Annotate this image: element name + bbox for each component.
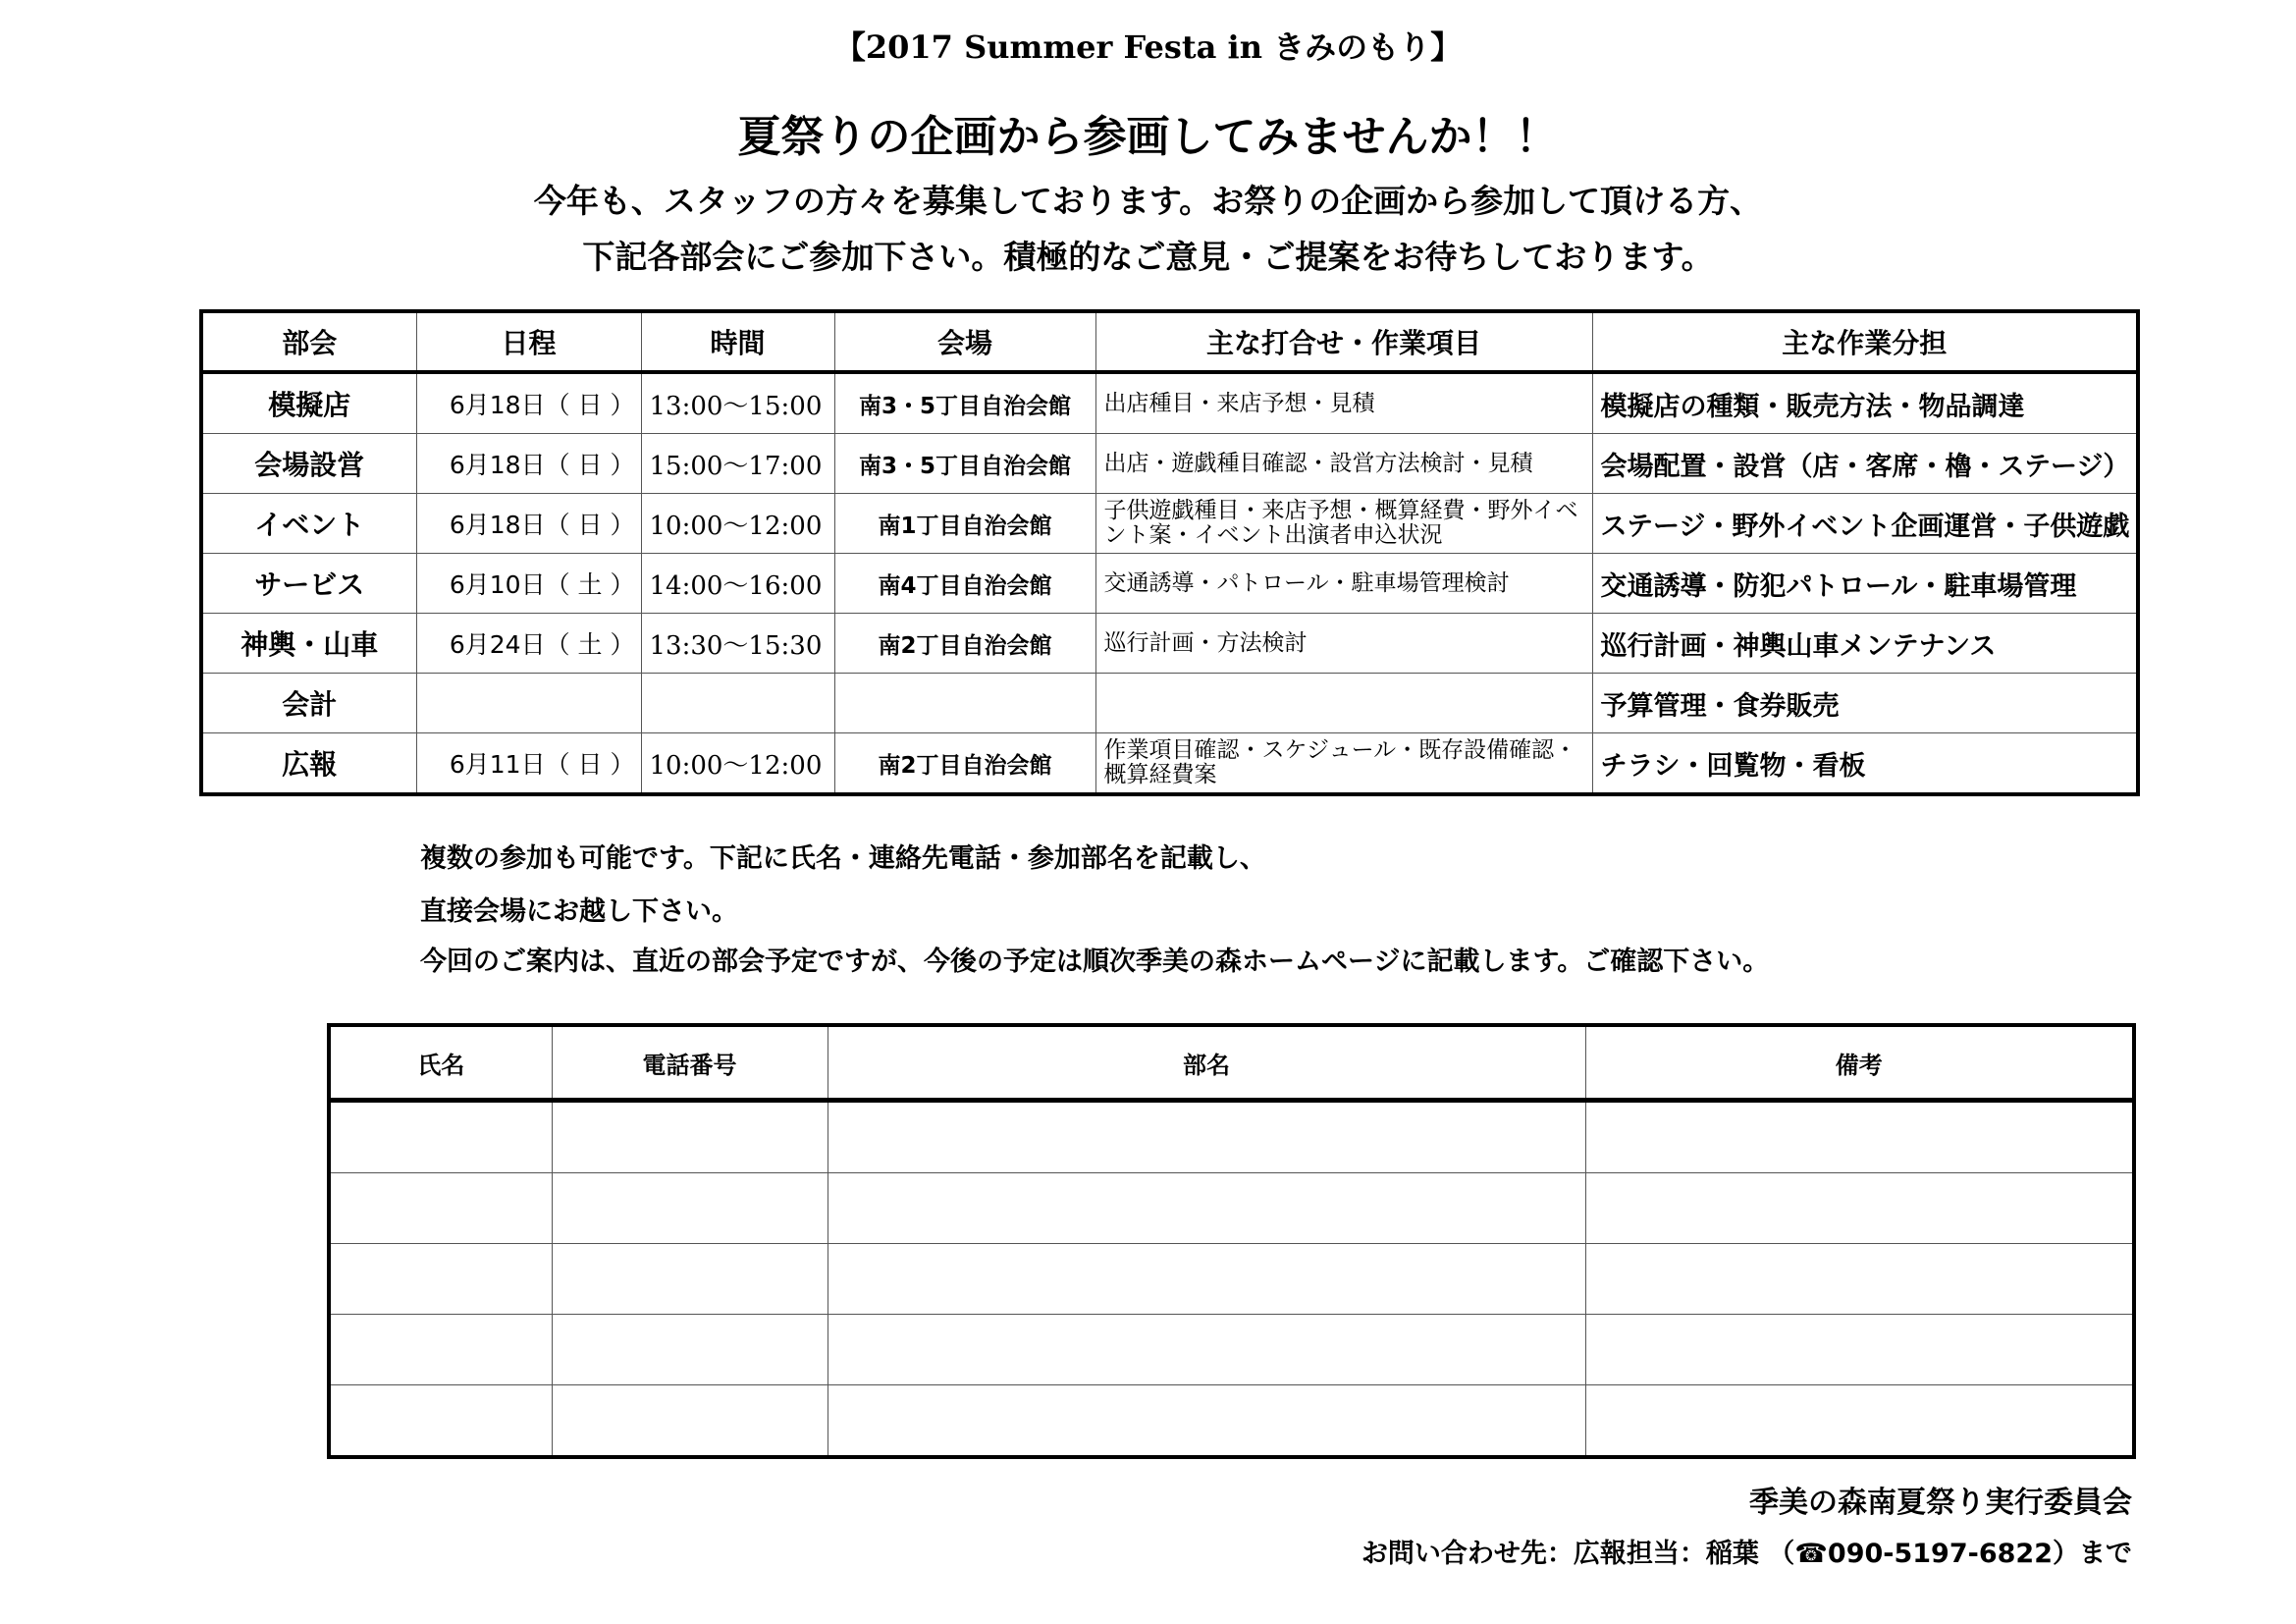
- tasks-cell: 出店種目・来店予想・見積: [1095, 372, 1592, 434]
- roles-cell: ステージ・野外イベント企画運営・子供遊戯: [1592, 494, 2138, 554]
- remarks-entry-cell[interactable]: [1585, 1244, 2134, 1315]
- remarks-entry-cell[interactable]: [1585, 1385, 2134, 1458]
- time-cell: 13:30～15:30: [641, 614, 834, 674]
- time-cell: 13:00～15:00: [641, 372, 834, 434]
- name-entry-cell[interactable]: [329, 1244, 552, 1315]
- form-row: [329, 1244, 2134, 1315]
- contact-info: お問い合わせ先：広報担当：稲葉 （☎090-5197-6822）まで: [1361, 1539, 2132, 1569]
- note-line-2: 直接会場にお越し下さい。: [420, 896, 738, 927]
- remarks-entry-cell[interactable]: [1585, 1173, 2134, 1244]
- registration-form-table: [327, 1023, 2136, 1459]
- col-header-phone: 電話番号: [552, 1025, 828, 1101]
- tasks-cell: 出店・遊戯種目確認・設営方法検討・見積: [1095, 434, 1592, 494]
- table-row: [201, 434, 2138, 494]
- tasks-cell: [1095, 674, 1592, 733]
- bukai-cell: 会計: [201, 674, 416, 733]
- table-row: [201, 614, 2138, 674]
- form-row: [329, 1315, 2134, 1385]
- note-line-1: 複数の参加も可能です。下記に氏名・連絡先電話・参加部名を記載し、: [420, 843, 1266, 874]
- department-entry-cell[interactable]: [828, 1385, 1585, 1458]
- col-header-department: 部名: [828, 1025, 1585, 1101]
- phone-entry-cell[interactable]: [552, 1101, 828, 1173]
- table-row: [201, 554, 2138, 614]
- bukai-cell: 会場設営: [201, 434, 416, 494]
- venue-cell: 南3・5丁目自治会館: [834, 372, 1095, 434]
- phone-entry-cell[interactable]: [552, 1173, 828, 1244]
- lead-line-1: 今年も、スタッフの方々を募集しております。お祭りの企画から参加して頂ける方、: [533, 182, 1763, 220]
- col-header-venue: 会場: [834, 311, 1095, 372]
- phone-entry-cell[interactable]: [552, 1244, 828, 1315]
- form-row: [329, 1173, 2134, 1244]
- bukai-cell: 模擬店: [201, 372, 416, 434]
- name-entry-cell[interactable]: [329, 1315, 552, 1385]
- col-header-remarks: 備考: [1585, 1025, 2134, 1101]
- table-row: [201, 494, 2138, 554]
- date-cell: 6月24日（ 土 ）: [416, 614, 641, 674]
- bukai-cell: 神輿・山車: [201, 614, 416, 674]
- form-row: [329, 1385, 2134, 1458]
- venue-cell: 南3・5丁目自治会館: [834, 434, 1095, 494]
- col-header-roles: 主な作業分担: [1592, 311, 2138, 372]
- time-cell: [641, 674, 834, 733]
- remarks-entry-cell[interactable]: [1585, 1101, 2134, 1173]
- date-cell: 6月18日（ 日 ）: [416, 434, 641, 494]
- tasks-cell: 子供遊戯種目・来店予想・概算経費・野外イベント案・イベント出演者申込状況: [1095, 494, 1592, 554]
- roles-cell: チラシ・回覧物・看板: [1592, 733, 2138, 795]
- roles-cell: 交通誘導・防犯パトロール・駐車場管理: [1592, 554, 2138, 614]
- venue-cell: 南4丁目自治会館: [834, 554, 1095, 614]
- form-row: [329, 1101, 2134, 1173]
- organizer-name: 季美の森南夏祭り実行委員会: [1749, 1486, 2132, 1520]
- time-cell: 14:00～16:00: [641, 554, 834, 614]
- venue-cell: [834, 674, 1095, 733]
- department-entry-cell[interactable]: [828, 1173, 1585, 1244]
- time-cell: 10:00～12:00: [641, 733, 834, 795]
- time-cell: 10:00～12:00: [641, 494, 834, 554]
- phone-entry-cell[interactable]: [552, 1315, 828, 1385]
- date-cell: 6月18日（ 日 ）: [416, 372, 641, 434]
- table-row: [201, 674, 2138, 733]
- col-header-date: 日程: [416, 311, 641, 372]
- bukai-cell: イベント: [201, 494, 416, 554]
- date-cell: 6月10日（ 土 ）: [416, 554, 641, 614]
- roles-cell: 予算管理・食券販売: [1592, 674, 2138, 733]
- date-cell: 6月18日（ 日 ）: [416, 494, 641, 554]
- date-cell: 6月11日（ 日 ）: [416, 733, 641, 795]
- col-header-time: 時間: [641, 311, 834, 372]
- name-entry-cell[interactable]: [329, 1385, 552, 1458]
- department-entry-cell[interactable]: [828, 1244, 1585, 1315]
- schedule-header-row: [201, 311, 2138, 372]
- tasks-cell: 交通誘導・パトロール・駐車場管理検討: [1095, 554, 1592, 614]
- lead-line-2: 下記各部会にご参加下さい。積極的なご意見・ご提案をお待ちしております。: [582, 238, 1714, 276]
- headline: 夏祭りの企画から参画してみませんか！！: [737, 112, 1559, 162]
- venue-cell: 南2丁目自治会館: [834, 614, 1095, 674]
- schedule-table: [199, 309, 2140, 796]
- form-header-row: [329, 1025, 2134, 1101]
- time-cell: 15:00～17:00: [641, 434, 834, 494]
- name-entry-cell[interactable]: [329, 1101, 552, 1173]
- tasks-cell: 巡行計画・方法検討: [1095, 614, 1592, 674]
- col-header-tasks: 主な打合せ・作業項目: [1095, 311, 1592, 372]
- note-line-3: 今回のご案内は、直近の部会予定ですが、今後の予定は順次季美の森ホームページに記載します。ご確認下さい。: [420, 947, 1770, 977]
- table-row: [201, 733, 2138, 795]
- event-title: 【2017 Summer Festa in きみのもり】: [833, 28, 1463, 66]
- name-entry-cell[interactable]: [329, 1173, 552, 1244]
- department-entry-cell[interactable]: [828, 1315, 1585, 1385]
- bukai-cell: サービス: [201, 554, 416, 614]
- tasks-cell: 作業項目確認・スケジュール・既存設備確認・概算経費案: [1095, 733, 1592, 795]
- venue-cell: 南2丁目自治会館: [834, 733, 1095, 795]
- col-header-name: 氏名: [329, 1025, 552, 1101]
- table-row: [201, 372, 2138, 434]
- phone-entry-cell[interactable]: [552, 1385, 828, 1458]
- roles-cell: 模擬店の種類・販売方法・物品調達: [1592, 372, 2138, 434]
- roles-cell: 会場配置・設営（店・客席・櫓・ステージ）: [1592, 434, 2138, 494]
- col-header-bukai: 部会: [201, 311, 416, 372]
- date-cell: [416, 674, 641, 733]
- bukai-cell: 広報: [201, 733, 416, 795]
- roles-cell: 巡行計画・神輿山車メンテナンス: [1592, 614, 2138, 674]
- department-entry-cell[interactable]: [828, 1101, 1585, 1173]
- venue-cell: 南1丁目自治会館: [834, 494, 1095, 554]
- remarks-entry-cell[interactable]: [1585, 1315, 2134, 1385]
